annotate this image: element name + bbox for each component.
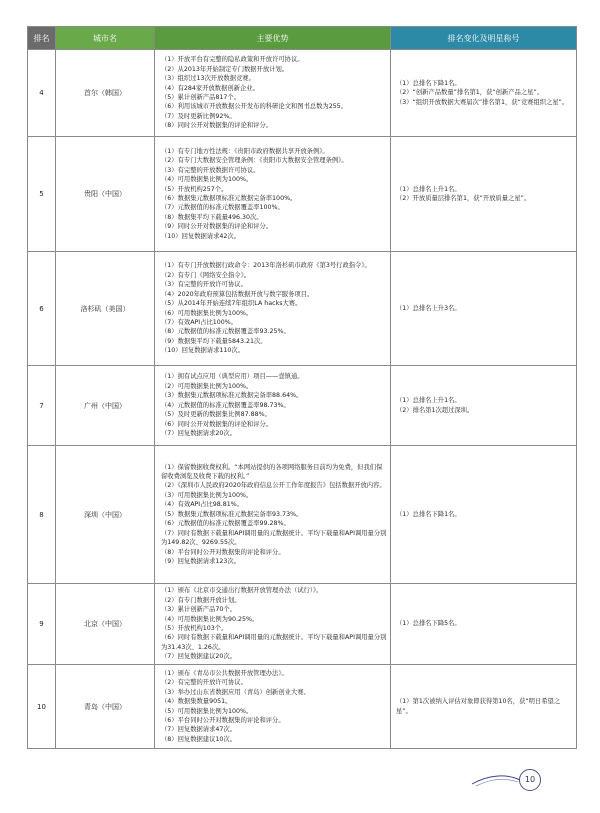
rank-change-item: （3）“组织开放数据大赛届次”排名第1，获“竞赛组织之星”。 [396, 98, 569, 106]
advantage-item: （3）举办过山东省数据应用（青岛）创新创业大赛。 [161, 688, 310, 696]
rank-cell: 6 [28, 252, 56, 366]
advantage-item: （3）数据集元数据项标准元数据完备率88.64%。 [161, 392, 303, 400]
rank-change-cell [391, 446, 577, 584]
advantage-item: （8）元数据值的标准元数据覆盖率93.25%。 [161, 328, 290, 336]
rank-cell: 7 [28, 366, 56, 446]
advantage-item: （5）可用数据集比例为100%。 [161, 707, 253, 715]
advantage-item: （7）同时有数据下载量和API调用量的元数据统计。平均下载量和API调用量分别为149.82次、9269.55次。 [161, 529, 387, 547]
table-row [28, 665, 577, 749]
advantage-item: （2）有完整的开放许可协议。 [161, 679, 247, 687]
advantage-item: （8）回复数据建议10次。 [161, 735, 236, 743]
advantage-item: （5）及时更新的数据集比例87.88%。 [161, 411, 271, 419]
advantage-item: （9）数据集平均下载量5843.21次。 [161, 337, 267, 345]
advantage-item: （3）有完整的开放数据许可协议。 [161, 166, 260, 174]
advantage-item: （4）可用数据集比例为100%。 [161, 176, 253, 184]
advantages-cell [155, 665, 391, 749]
advantage-item: （1）开放平台有完整的隐私政策和开放许可协议。 [161, 56, 304, 64]
city-cell: 洛杉矶（美国） [56, 252, 155, 366]
rank-change-cell [391, 252, 577, 366]
table-row [28, 50, 577, 137]
advantage-item: （7）回复数据请求20次。 [161, 430, 236, 438]
rank-change-item: （2）“创新产品数量”排名第1，获“创新产品之星”。 [396, 89, 543, 97]
rank-change-cell [391, 366, 577, 446]
advantage-item: （7）元数据值的标准元数据覆盖率100%。 [161, 204, 284, 212]
advantage-item: （9）同时公开对数据集的评论和评分。 [161, 223, 273, 231]
rank-cell: 10 [28, 665, 56, 749]
advantage-item: （5）开放机构103个。 [161, 625, 228, 632]
rank-change-item: （1）总排名上升1名。 [396, 397, 461, 405]
advantages-cell [155, 252, 391, 366]
advantage-item: （5）从2014年开始连续7年组织LA hacks大赛。 [161, 300, 302, 308]
advantage-item: （3）组织过13次开放数据竞赛。 [161, 75, 255, 83]
advantage-item: （4）元数据值的标准元数据覆盖率98.73%。 [161, 401, 290, 409]
advantage-item: （4）有效API占比98.81%。 [161, 501, 244, 509]
advantage-item: （2）从2013年开始制定专门数据开放计划。 [161, 65, 289, 73]
city-cell: 广州（中国） [56, 366, 155, 446]
advantage-item: （7）回复数据建议20次。 [161, 653, 236, 661]
rank-change-item: （1）总排名下降5名。 [396, 620, 461, 628]
advantage-item: （1）颁布《青岛市公共数据开放管理办法》。 [161, 669, 288, 677]
advantage-item: （6）平台同时公开对数据集的评论和评分。 [161, 716, 285, 724]
city-ranking-table [27, 26, 577, 749]
advantage-item: （7）回复数据请求47次。 [161, 726, 236, 734]
advantage-item: （3）累计创新产品70个。 [161, 606, 236, 614]
rank-change-item: （1）总排名上升3名。 [396, 304, 461, 312]
advantage-item: （4）可用数据集比例为90.25%。 [161, 615, 259, 623]
header-city: 城市名 [56, 27, 155, 50]
advantage-item: （3）有完整的开放许可协议。 [161, 281, 247, 289]
advantage-item: （1）拥有试点应用（典型应用）项目——壹镇通。 [161, 373, 304, 381]
advantages-cell [155, 446, 391, 584]
city-cell: 北京（中国） [56, 584, 155, 665]
advantage-item: （2）《深圳市人民政府2020年政府信息公开工作年度报告》包括数据开放内容。 [161, 482, 386, 490]
advantages-cell [155, 137, 391, 252]
advantage-item: （9）回复数据请求123次。 [161, 558, 240, 566]
rank-change-item: （1）总排名下降1名。 [396, 510, 461, 518]
table-row [28, 366, 577, 446]
advantages-cell [155, 584, 391, 665]
city-cell: 贵阳（中国） [56, 137, 155, 252]
city-cell: 青岛（中国） [56, 665, 155, 749]
rank-change-cell [391, 137, 577, 252]
advantage-item: （4）数据集数量9051。 [161, 698, 232, 706]
table-row [28, 252, 577, 366]
advantage-item: （4）有284家开放数据创新企业。 [161, 84, 259, 92]
advantage-item: （6）同时有数据下载量和API调用量的元数据统计。平均下载量和API调用量分别为31.43次、1.26次。 [161, 634, 387, 651]
advantage-item: （8）平台同时公开对数据集的评论和评分。 [161, 548, 285, 556]
city-cell: 深圳（中国） [56, 446, 155, 584]
advantage-item: （6）可用数据集比例为100%。 [161, 309, 253, 317]
rank-change-item: （2）开放质量层排名第1，获“开放质量之星”。 [396, 195, 531, 202]
city-cell: 首尔（韩国） [56, 50, 155, 137]
header-rank: 排名 [28, 27, 56, 50]
advantage-item: （2）有专门《网络安全指令》。 [161, 271, 251, 279]
advantage-item: （6）利用该城市开放数据公开发布的科研论文和图书总数为255。 [161, 103, 348, 111]
rank-change-cell [391, 584, 577, 665]
rank-change-item: （1）总排名上升1名。 [396, 185, 461, 193]
advantage-item: （10）回复数据请求42次。 [161, 232, 240, 240]
rank-change-item: （1）总排名下降1名。 [396, 79, 461, 87]
advantage-item: （6）元数据值的标准元数据覆盖率99.28%。 [161, 520, 290, 528]
advantage-item: （1）有专门开放数据行政命令：2013年洛杉矶市政府《第3号行政指令》。 [161, 262, 371, 270]
advantage-item: （2）可用数据集比例为100%。 [161, 382, 253, 390]
advantage-item: （1）颁布《北京市交通出行数据开放管理办法（试行）》。 [161, 587, 323, 595]
advantage-item: （5）数据集元数据项标准元数据完备率93.73%。 [161, 510, 303, 518]
advantage-item: （5）开放机构257个。 [161, 185, 228, 193]
page-number: 10 [519, 769, 541, 791]
advantage-item: （7）有效API占比100%。 [161, 318, 238, 326]
advantages-cell [155, 50, 391, 137]
advantage-item: （6）同时公开对数据集的评论和评分。 [161, 420, 273, 428]
advantage-item: （2）有专门大数据安全管理条例：《贵阳市大数据安全管理条例》。 [161, 157, 348, 165]
rank-change-cell [391, 665, 577, 749]
advantage-item: （3）可用数据集比例为100%。 [161, 491, 253, 499]
rank-change-item: （2）排名第1次超过深圳。 [396, 406, 474, 414]
table-row [28, 446, 577, 584]
rank-change-cell [391, 50, 577, 137]
table-header-row [28, 27, 577, 50]
advantage-item: （8）数据集平均下载量496.30次。 [161, 213, 263, 221]
advantage-item: （1）保留数据收费权利。“本网站提供的各项网络服务目前均为免费，但我们保留收费浏览及收费下载的权利。” [161, 463, 383, 480]
rank-cell: 8 [28, 446, 56, 584]
rank-cell: 5 [28, 137, 56, 252]
header-advantages: 主要优势 [155, 27, 391, 50]
advantage-item: （8）同时公开对数据集的评论和评分。 [161, 122, 273, 130]
rank-cell: 4 [28, 50, 56, 137]
advantage-item: （10）回复数据请求110次。 [161, 347, 245, 355]
rank-cell: 9 [28, 584, 56, 665]
advantage-item: （5）累计创新产品817个。 [161, 94, 240, 101]
rank-change-item: （1）第1次被纳入评估对象即获得第10名，获“明日希望之星”。 [396, 698, 561, 715]
table-row [28, 584, 577, 665]
header-rank-change: 排名变化及明星称号 [391, 27, 577, 50]
advantage-item: （1）有专门地方性法规：《贵阳市政府数据共享开放条例》。 [161, 147, 329, 155]
advantage-item: （2）有专门数据开放计划。 [161, 596, 241, 604]
table-row [28, 137, 577, 252]
advantage-item: （7）及时更新比例92%。 [161, 112, 236, 120]
advantage-item: （6）数据集元数据项标准元数据完备率100%。 [161, 195, 297, 202]
advantages-cell [155, 366, 391, 446]
advantage-item: （4）2020年政府预算包括数据开放与数字服务项目。 [161, 290, 314, 298]
